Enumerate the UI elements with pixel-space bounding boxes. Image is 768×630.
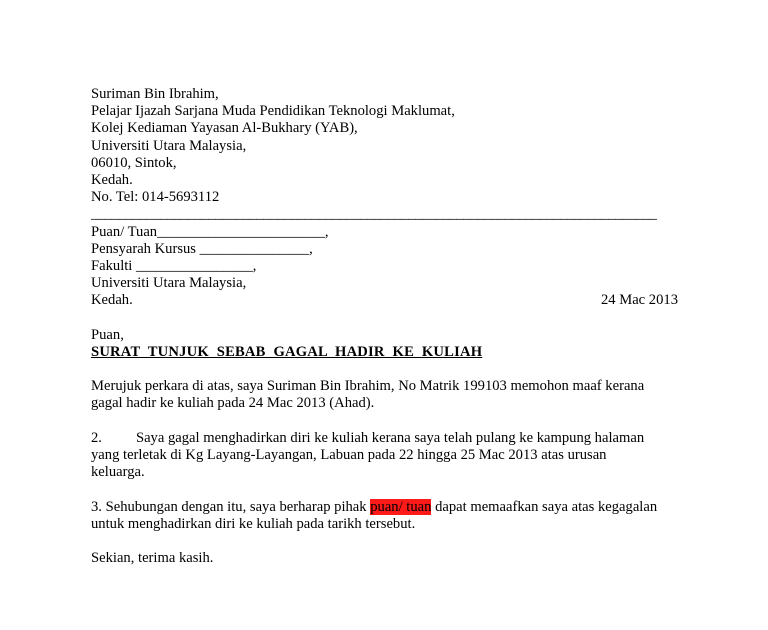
recipient-line-1: Puan/ Tuan_______________________, bbox=[91, 223, 329, 240]
paragraph-1-line-1: Merujuk perkara di atas, saya Suriman Bin Ibrahim, No Matrik 199103 memohon maaf kerana bbox=[91, 378, 645, 395]
paragraph-2-line-2: yang terletak di Kg Layang-Layangan, Labuan pada 22 hingga 25 Mac 2013 atas urusan bbox=[91, 446, 607, 463]
sender-address bbox=[91, 86, 678, 206]
sender-postcode: 06010, Sintok, bbox=[91, 154, 177, 171]
recipient-line-3: Fakulti ________________, bbox=[91, 257, 257, 274]
paragraph-1-line-2: gagal hadir ke kuliah pada 24 Mac 2013 (Ahad). bbox=[91, 395, 375, 412]
paragraph-2 bbox=[91, 430, 678, 482]
paragraph-2-line-3: keluarga. bbox=[91, 464, 145, 481]
paragraph-2-line-1 bbox=[91, 430, 678, 447]
paragraph-2-number: 2. bbox=[91, 429, 102, 446]
recipient-address bbox=[91, 224, 678, 310]
sender-name: Suriman Bin Ibrahim, bbox=[91, 86, 219, 102]
spacer bbox=[91, 413, 678, 430]
recipient-line-2: Pensyarah Kursus _______________, bbox=[91, 240, 313, 257]
spacer bbox=[91, 481, 678, 498]
closing: Sekian, terima kasih. bbox=[91, 550, 214, 567]
salutation: Puan, bbox=[91, 326, 124, 343]
letter-title: SURAT TUNJUK SEBAB GAGAL HADIR KE KULIAH bbox=[91, 343, 483, 360]
sender-university: Universiti Utara Malaysia, bbox=[91, 137, 247, 154]
paragraph-3-before: 3. Sehubungan dengan itu, saya berharap pihak bbox=[91, 498, 371, 515]
sender-state: Kedah. bbox=[91, 171, 133, 188]
paragraph-3 bbox=[91, 499, 678, 533]
separator-line: __________________________________________________________________________________ bbox=[91, 206, 657, 223]
paragraph-3-line-1 bbox=[91, 499, 678, 516]
paragraph-2-text-1: Saya gagal menghadirkan diri ke kuliah kerana saya telah pulang ke kampung halaman bbox=[135, 429, 645, 446]
letter-date: 24 Mac 2013 bbox=[600, 292, 678, 309]
recipient-state-date-row bbox=[91, 292, 678, 309]
sender-course: Pelajar Ijazah Sarjana Muda Pendidikan Teknologi Maklumat, bbox=[91, 103, 455, 120]
sender-phone: No. Tel: 014-5693112 bbox=[91, 189, 220, 206]
spacer bbox=[91, 361, 678, 378]
sender-residence: Kolej Kediaman Yayasan Al-Bukhary (YAB), bbox=[91, 120, 358, 137]
spacer bbox=[91, 309, 678, 326]
recipient-line-4: Universiti Utara Malaysia, bbox=[91, 275, 247, 292]
paragraph-1 bbox=[91, 378, 678, 412]
recipient-line-5: Kedah. bbox=[91, 292, 133, 309]
highlighted-text: puan/ tuan bbox=[370, 498, 432, 515]
paragraph-3-line-2: untuk menghadirkan diri ke kuliah pada tarikh tersebut. bbox=[91, 515, 416, 532]
spacer bbox=[91, 533, 678, 550]
paragraph-3-after: dapat memaafkan saya atas kegagalan bbox=[431, 498, 658, 515]
letter-body bbox=[91, 86, 678, 567]
